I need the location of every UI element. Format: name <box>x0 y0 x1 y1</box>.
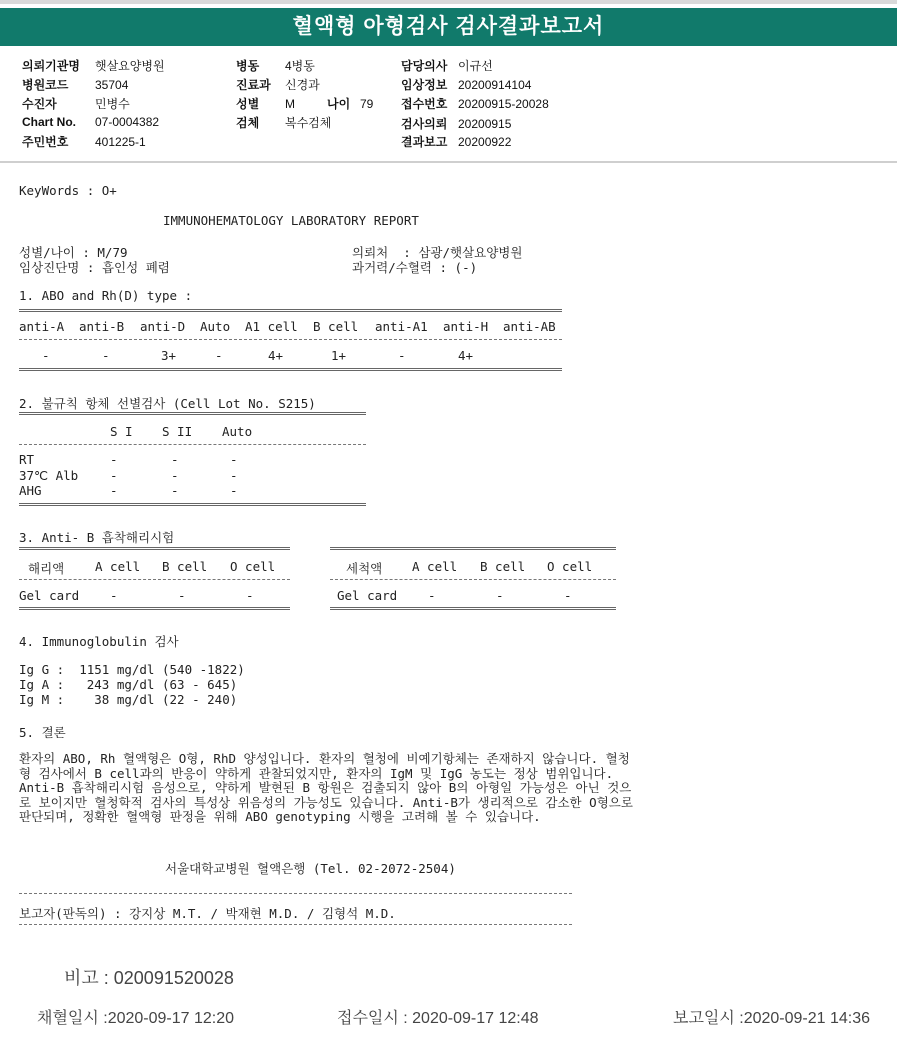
section3-title: 3. Anti- B 흡착해리시험 <box>19 530 175 545</box>
requester-line: 의뢰처 : 삼광/햇살요양병원 <box>352 245 523 260</box>
hospital-value: 햇살요양병원 <box>95 59 165 73</box>
s2-cell: - <box>230 452 238 467</box>
s3-r-h: B cell <box>480 559 526 574</box>
request-date-value: 20200915 <box>458 117 512 131</box>
s3-r-v: Gel card <box>337 588 398 603</box>
s2-cell: - <box>230 483 238 498</box>
specimen-value: 복수검체 <box>285 116 332 130</box>
s3-l-h: 해리액 <box>28 561 65 576</box>
s2-h-s2: S II <box>162 424 193 439</box>
s1-h-anti-a: anti-A <box>19 319 65 334</box>
resident-no-label: 주민번호 <box>22 135 69 149</box>
s3-l-v: Gel card <box>19 588 80 603</box>
received-datetime: 접수일시 : 2020-09-17 12:48 <box>337 1010 539 1027</box>
s1-mid-rule <box>19 339 562 340</box>
s1-h-auto: Auto <box>200 319 231 334</box>
s1-v-b-cell: 1+ <box>331 348 347 363</box>
s3-right-bottom-rule <box>330 607 616 610</box>
collected-datetime: 채혈일시 :2020-09-17 12:20 <box>37 1010 235 1027</box>
s2-mid-rule <box>19 444 366 445</box>
s1-v-anti-b: - <box>102 348 110 363</box>
s2-cell: - <box>110 483 118 498</box>
s2-row-rt <box>0 452 897 467</box>
igg-line: Ig G : 1151 mg/dl (540 -1822) <box>19 662 245 677</box>
request-date-label: 검사의뢰 <box>401 117 448 131</box>
patient-label: 수진자 <box>22 97 57 111</box>
s1-h-anti-b: anti-B <box>79 319 125 334</box>
section4-title: 4. Immunoglobulin 검사 <box>19 634 179 649</box>
s3-r-h: O cell <box>547 559 593 574</box>
hospital-label: 의뢰기관명 <box>22 59 80 73</box>
reporter-top-rule <box>19 893 572 894</box>
s3-l-h: A cell <box>95 559 141 574</box>
conclusion-text: 환자의 ABO, Rh 혈액형은 O형, RhD 양성입니다. 환자의 혈청에 비예기항체는 존재하지 않습니다. 혈청형 검사에서 B cell과의 반응이 약하게 관찰되었지만, 환자의 IgM 및 IgG 농도는 정상 범위입니다. Anti-B 흡착해리시험 음성으로, 약하게 발현된 B 항원은 검출되지 않아 B의 아형일 가능성은 아닌 것으로 보이지만 혈청학적 검사의 특성상 위음성의 가능성도 있습니다. Anti-B가 생리적으로 감소한 O형으로 판단되며, 정확한 혈액형 판정을 위해 ABO genotyping 시행을 고려해 볼 수 있습니다. <box>19 751 633 824</box>
hospital-code-value: 35704 <box>95 78 129 92</box>
clinical-info-value: 20200914104 <box>458 78 532 92</box>
hospital-code-label: 병원코드 <box>22 78 69 92</box>
keywords: KeyWords : O+ <box>19 183 117 198</box>
s1-v-a1-cell: 4+ <box>268 348 284 363</box>
s1-h-anti-ab: anti-AB <box>503 319 556 334</box>
hospital-contact: 서울대학교병원 혈액은행 (Tel. 02-2072-2504) <box>165 861 456 876</box>
s1-h-anti-d: anti-D <box>140 319 186 334</box>
s3-r-v: - <box>564 588 572 603</box>
s3-r-h: A cell <box>412 559 458 574</box>
s3-left-mid-rule <box>19 579 290 580</box>
patient-info-header <box>0 46 897 158</box>
s3-right-mid-rule <box>330 579 616 580</box>
resident-no-value: 401225-1 <box>95 135 146 149</box>
top-border <box>0 0 897 4</box>
specimen-label: 검체 <box>236 116 260 130</box>
s1-v-auto: - <box>215 348 223 363</box>
s2-cell: - <box>110 468 118 483</box>
receipt-no-value: 20200915-20028 <box>458 97 549 111</box>
s2-row-label: AHG <box>19 483 42 498</box>
s1-header-row <box>0 319 897 335</box>
sex-value: M <box>285 97 295 111</box>
chart-no-value: 07-0004382 <box>95 115 160 129</box>
s2-row-ahg <box>0 483 897 498</box>
s1-h-anti-h: anti-H <box>443 319 489 334</box>
history-line: 과거력/수혈력 : (-) <box>352 260 478 275</box>
s2-cell: - <box>110 452 118 467</box>
s2-row-label: 37℃ Alb <box>19 468 79 483</box>
section2-title: 2. 불규칙 항체 선별검사 (Cell Lot No. S215) <box>19 396 316 411</box>
doctor-label: 담당의사 <box>401 59 448 73</box>
reporter-bottom-rule <box>19 924 572 925</box>
s2-h-s1: S I <box>110 424 133 439</box>
s3-l-h: B cell <box>162 559 208 574</box>
lab-report-title: IMMUNOHEMATOLOGY LABORATORY REPORT <box>163 213 419 228</box>
s3-left-bottom-rule <box>19 607 290 610</box>
age-label: 나이 <box>327 97 351 111</box>
reported-datetime: 보고일시 :2020-09-21 14:36 <box>673 1010 871 1027</box>
report-title-bar: 혈액형 아형검사 검사결과보고서 <box>0 8 897 46</box>
age-value: 79 <box>360 97 374 111</box>
s2-row-label: RT <box>19 452 35 467</box>
s1-v-anti-a1: - <box>398 348 406 363</box>
s3-l-v: - <box>110 588 118 603</box>
s1-top-rule <box>19 309 562 312</box>
section5-title: 5. 결론 <box>19 725 66 740</box>
s2-h-auto: Auto <box>222 424 253 439</box>
s2-top-rule <box>19 412 366 415</box>
sex-label: 성별 <box>236 97 260 111</box>
sex-age-line: 성별/나이 : M/79 <box>19 245 128 260</box>
s2-row-37c-alb <box>0 468 897 483</box>
s3-l-h: O cell <box>230 559 276 574</box>
s1-v-anti-d: 3+ <box>161 348 177 363</box>
s3-l-v: - <box>178 588 186 603</box>
s2-cell: - <box>171 468 179 483</box>
s3-r-v: - <box>496 588 504 603</box>
department-label: 진료과 <box>236 78 271 92</box>
s1-h-a1-cell: A1 cell <box>245 319 298 334</box>
s1-h-b-cell: B cell <box>313 319 359 334</box>
ward-value: 4병동 <box>285 59 315 73</box>
s3-l-v: - <box>246 588 254 603</box>
s1-v-anti-a: - <box>42 348 50 363</box>
s1-value-row <box>0 348 897 364</box>
chart-no-label: Chart No. <box>22 115 76 129</box>
s3-value-row <box>0 588 897 604</box>
s2-cell: - <box>171 483 179 498</box>
result-date-label: 결과보고 <box>401 135 448 149</box>
diagnosis-line: 임상진단명 : 흡인성 폐렴 <box>19 260 170 275</box>
iga-line: Ig A : 243 mg/dl (63 - 645) <box>19 677 238 692</box>
clinical-info-label: 임상정보 <box>401 78 448 92</box>
receipt-no-label: 접수번호 <box>401 97 448 111</box>
s2-bottom-rule <box>19 503 366 506</box>
patient-value: 민병수 <box>95 97 130 111</box>
department-value: 신경과 <box>285 78 320 92</box>
s3-left-top-rule <box>19 547 290 550</box>
header-divider <box>0 161 897 163</box>
s2-cell: - <box>230 468 238 483</box>
s2-header-row <box>0 424 897 440</box>
s3-right-top-rule <box>330 547 616 550</box>
s3-r-v: - <box>428 588 436 603</box>
section1-title: 1. ABO and Rh(D) type : <box>19 288 193 303</box>
s3-r-h: 세척액 <box>346 561 383 576</box>
s1-v-anti-h: 4+ <box>458 348 474 363</box>
s3-header-row <box>0 559 897 575</box>
s1-bottom-rule <box>19 368 562 371</box>
s2-cell: - <box>171 452 179 467</box>
remark: 비고 : 020091520028 <box>64 968 234 988</box>
igm-line: Ig M : 38 mg/dl (22 - 240) <box>19 692 238 707</box>
ward-label: 병동 <box>236 59 260 73</box>
result-date-value: 20200922 <box>458 135 512 149</box>
doctor-value: 이규선 <box>458 59 493 73</box>
s1-h-anti-a1: anti-A1 <box>375 319 428 334</box>
reporters-line: 보고자(판독의) : 강지상 M.T. / 박재현 M.D. / 김형석 M.D. <box>19 906 396 921</box>
